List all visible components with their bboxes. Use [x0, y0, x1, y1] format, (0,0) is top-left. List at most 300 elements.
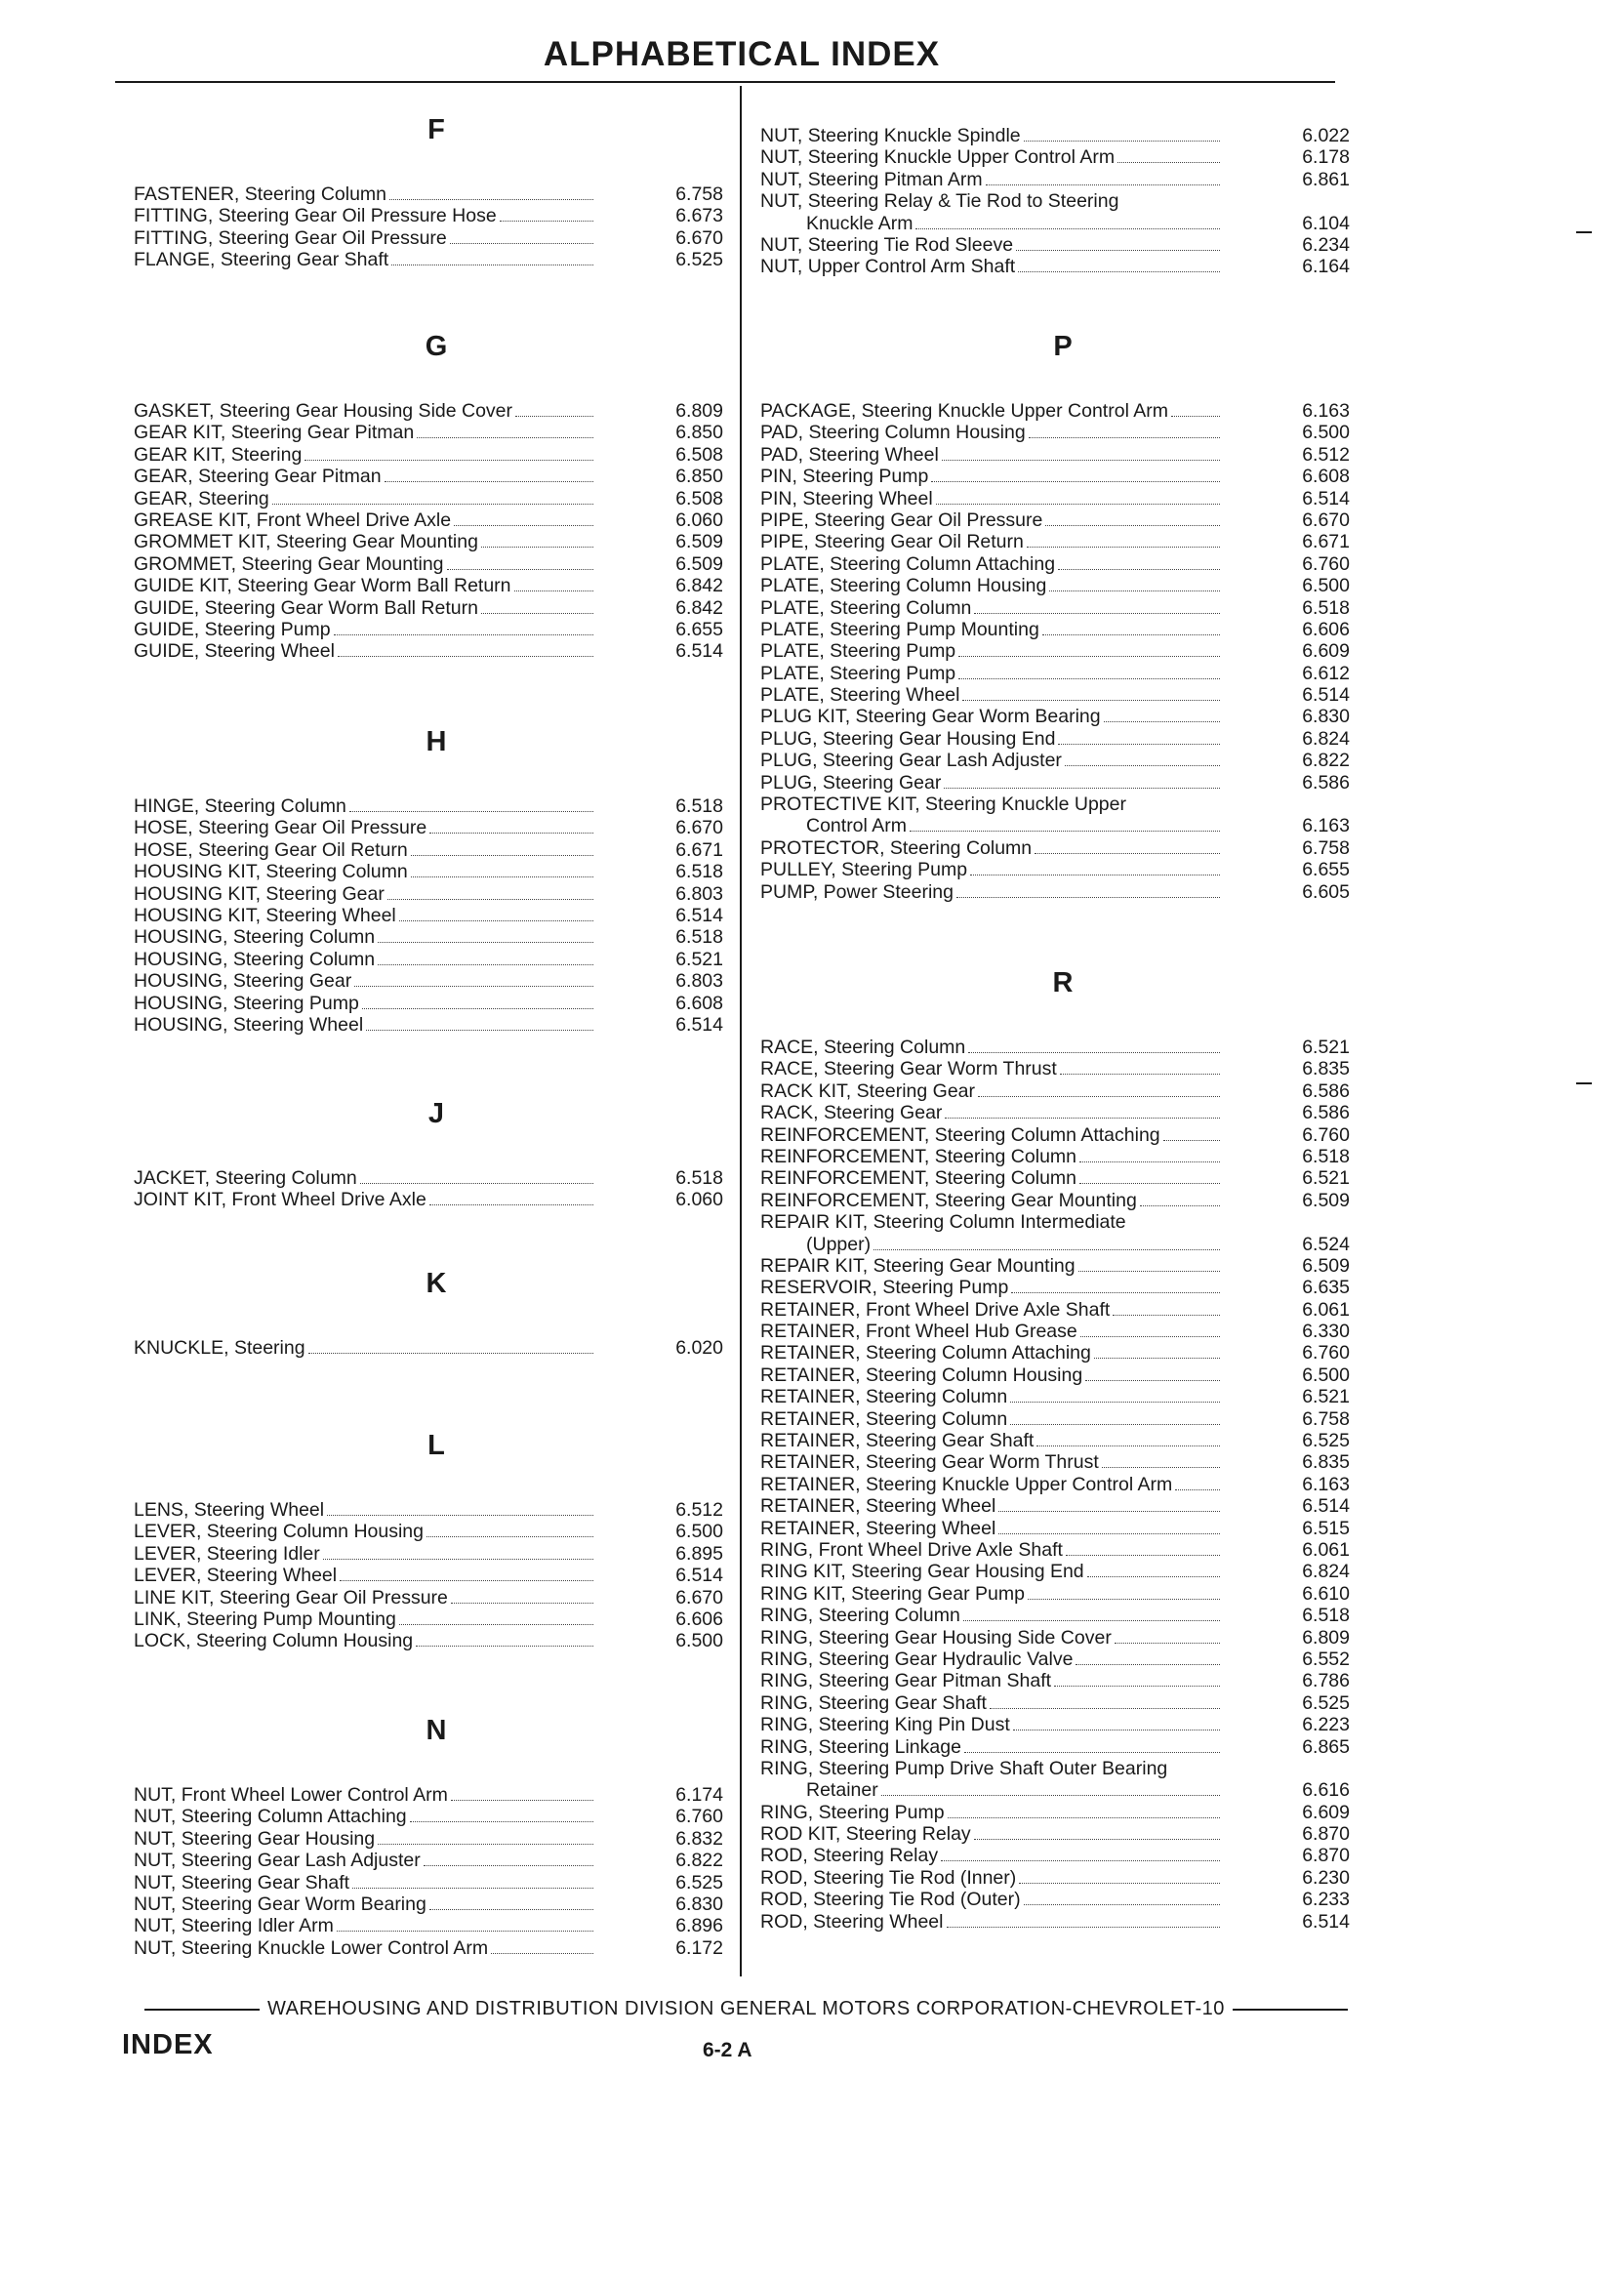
index-entry: [134, 531, 739, 552]
index-entry: [134, 839, 739, 861]
entry-page-ref: 6.330: [1302, 1321, 1350, 1343]
entry-description: [760, 1823, 1225, 1845]
entry-page-ref: 6.610: [1302, 1582, 1350, 1605]
entry-text: FASTENER, Steering Column: [134, 183, 387, 205]
entry-page-ref: 6.500: [1302, 1364, 1350, 1386]
leader-dots: [338, 642, 593, 657]
leader-dots: [385, 468, 593, 482]
entry-description: [760, 815, 1225, 836]
entry-text: NUT, Steering Gear Worm Bearing: [134, 1893, 426, 1915]
entry-page-ref: 6.060: [675, 509, 723, 531]
leader-dots: [1049, 577, 1220, 591]
entry-text: NUT, Steering Knuckle Upper Control Arm: [760, 146, 1116, 169]
leader-dots: [417, 424, 593, 438]
entry-text: PLATE, Steering Column: [760, 596, 972, 619]
leader-dots: [970, 861, 1220, 875]
entry-text: HOUSING KIT, Steering Wheel: [134, 904, 396, 926]
entry-page-ref: 6.163: [1302, 1473, 1350, 1495]
entry-description: [134, 1167, 598, 1189]
entry-text: ROD, Steering Tie Rod (Outer): [760, 1889, 1021, 1911]
leader-dots: [323, 1545, 593, 1560]
entry-page-ref: 6.870: [1302, 1823, 1350, 1846]
entry-description: [134, 1630, 598, 1651]
entry-list: [760, 125, 1365, 278]
entry-page-ref: 6.514: [1302, 487, 1350, 509]
entry-page-ref: 6.760: [675, 1806, 723, 1828]
entry-page-ref: 6.758: [675, 183, 723, 205]
entry-page-ref: 6.809: [675, 400, 723, 422]
entry-description: [760, 509, 1225, 531]
index-entry: [760, 531, 1365, 552]
entry-text: PLATE, Steering Column Attaching: [760, 552, 1056, 575]
index-entry: [134, 400, 739, 422]
leader-dots: [340, 1567, 593, 1581]
entry-page-ref: 6.525: [675, 1871, 723, 1893]
entry-description: [760, 619, 1225, 640]
entry-text: PIN, Steering Wheel: [760, 487, 933, 509]
entry-description: [760, 531, 1225, 552]
entry-description: [134, 817, 598, 838]
entry-page-ref: 6.525: [675, 249, 723, 271]
section-letter: K: [426, 1268, 447, 1299]
entry-text: LEVER, Steering Idler: [134, 1542, 320, 1565]
entry-description: [760, 794, 1225, 815]
index-entry: [760, 1386, 1365, 1407]
entry-text: PLATE, Steering Wheel: [760, 684, 960, 707]
entry-description: [760, 1670, 1225, 1691]
entry-page-ref: 6.842: [675, 596, 723, 619]
entry-text: ROD, Steering Relay: [760, 1845, 939, 1867]
entry-text: RETAINER, Steering Column Housing: [760, 1364, 1083, 1386]
leader-dots: [990, 1694, 1220, 1709]
entry-page-ref: 6.514: [675, 1013, 723, 1036]
section-letter: F: [427, 114, 445, 145]
entry-page-ref: 6.803: [675, 970, 723, 993]
leader-dots: [399, 907, 593, 921]
index-entry: [134, 1630, 739, 1651]
entry-page-ref: 6.512: [675, 1499, 723, 1521]
entry-text: JACKET, Steering Column: [134, 1167, 357, 1189]
leader-dots: [1113, 1301, 1220, 1316]
section-letter: R: [1052, 967, 1074, 998]
leader-dots: [308, 1339, 593, 1354]
leader-dots: [450, 229, 593, 244]
index-entry: [760, 1277, 1365, 1298]
footer-division-text: WAREHOUSING AND DISTRIBUTION DIVISION GENERAL MOTORS CORPORATION-CHEVROLET-10: [267, 1998, 1225, 2019]
leader-dots: [1019, 1869, 1220, 1884]
index-entry: [760, 619, 1365, 640]
entry-text: NUT, Steering Relay & Tie Rod to Steering: [760, 190, 1119, 213]
entry-page-ref: 6.514: [675, 1565, 723, 1587]
index-entry: [134, 1014, 739, 1036]
leader-dots: [1016, 236, 1220, 251]
entry-page-ref: 6.824: [1302, 1561, 1350, 1583]
entry-text: RING, Front Wheel Drive Axle Shaft: [760, 1538, 1063, 1561]
entry-text: RING, Steering Column: [760, 1605, 960, 1627]
index-entry: [760, 1102, 1365, 1123]
entry-page-ref: 6.512: [1302, 443, 1350, 466]
leader-dots: [881, 1781, 1220, 1796]
entry-text: PULLEY, Steering Pump: [760, 859, 968, 881]
leader-dots: [416, 1632, 593, 1647]
entry-description: [760, 234, 1225, 256]
entry-description: [760, 1474, 1225, 1495]
entry-description: [134, 970, 598, 992]
leader-dots: [481, 599, 593, 614]
index-entry: [134, 249, 739, 270]
leader-dots: [1066, 1541, 1220, 1556]
index-entry: [760, 597, 1365, 619]
index-entry: [760, 1037, 1365, 1058]
leader-dots: [349, 797, 593, 812]
index-entry: [760, 728, 1365, 750]
leader-dots: [1163, 1126, 1220, 1141]
index-entry: [760, 750, 1365, 771]
entry-description: [134, 422, 598, 443]
entry-text: RING KIT, Steering Gear Pump: [760, 1582, 1025, 1605]
index-entry: [760, 1758, 1365, 1779]
entry-description: [760, 640, 1225, 662]
entry-text: RING, Steering Gear Shaft: [760, 1691, 987, 1714]
entry-text: RETAINER, Steering Wheel: [760, 1495, 996, 1518]
entry-page-ref: 6.606: [1302, 618, 1350, 640]
entry-page-ref: 6.670: [675, 226, 723, 249]
entry-description: [760, 1211, 1225, 1233]
index-entry: [760, 1430, 1365, 1451]
entry-list: [134, 400, 739, 663]
entry-page-ref: 6.509: [675, 531, 723, 553]
section-letter: P: [1053, 331, 1073, 362]
entry-text: PACKAGE, Steering Knuckle Upper Control Arm: [760, 400, 1168, 422]
index-entry: [134, 817, 739, 838]
entry-page-ref: 6.061: [1302, 1538, 1350, 1561]
entry-text: RETAINER, Steering Gear Shaft: [760, 1430, 1035, 1452]
index-entry: [760, 1605, 1365, 1626]
index-entry: [760, 794, 1365, 815]
leader-dots: [998, 1497, 1220, 1512]
entry-description: [760, 1277, 1225, 1298]
leader-dots: [948, 1804, 1220, 1818]
index-entry: [760, 509, 1365, 531]
entry-text: NUT, Steering Knuckle Spindle: [760, 125, 1021, 146]
leader-dots: [956, 883, 1220, 898]
entry-page-ref: 6.521: [1302, 1037, 1350, 1058]
leader-dots: [410, 1808, 593, 1822]
leader-dots: [873, 1236, 1220, 1250]
entry-list: [134, 1337, 739, 1359]
entry-text: GROMMET, Steering Gear Mounting: [134, 552, 444, 575]
index-entry: [760, 663, 1365, 684]
index-entry: [760, 1234, 1365, 1255]
entry-page-ref: 6.230: [1302, 1866, 1350, 1889]
entry-description: [760, 1408, 1225, 1430]
index-entry: [134, 488, 739, 509]
index-entry: [134, 1806, 739, 1827]
title-rule: [115, 81, 1335, 83]
entry-description: [760, 859, 1225, 880]
entry-description: [760, 1911, 1225, 1933]
page-title: ALPHABETICAL INDEX: [543, 35, 941, 73]
entry-page-ref: 6.552: [1302, 1648, 1350, 1670]
leader-dots: [354, 972, 593, 987]
entry-list: [760, 400, 1365, 903]
entry-description: [760, 256, 1225, 277]
entry-description: [134, 1543, 598, 1565]
entry-text: NUT, Steering Pitman Arm: [760, 168, 983, 190]
entry-text: HOUSING, Steering Column: [134, 948, 376, 970]
index-entry: [760, 1845, 1365, 1866]
entry-page-ref: 6.509: [1302, 1254, 1350, 1277]
leader-dots: [429, 1895, 593, 1910]
leader-dots: [1024, 127, 1220, 142]
entry-page-ref: 6.104: [1302, 212, 1350, 234]
entry-text: HOSE, Steering Gear Oil Pressure: [134, 817, 427, 839]
index-entry: [760, 1649, 1365, 1670]
leader-dots: [1042, 621, 1220, 635]
entry-page-ref: 6.850: [675, 466, 723, 488]
entry-page-ref: 6.233: [1302, 1889, 1350, 1911]
entry-page-ref: 6.635: [1302, 1277, 1350, 1299]
entry-description: [760, 553, 1225, 575]
leader-dots: [1171, 402, 1220, 417]
entry-text: PAD, Steering Column Housing: [760, 422, 1026, 444]
entry-description: [760, 190, 1225, 212]
entry-description: [760, 1692, 1225, 1714]
entry-text: PIN, Steering Pump: [760, 466, 929, 488]
entry-page-ref: 6.060: [675, 1189, 723, 1211]
entry-description: [134, 1337, 598, 1359]
entry-text: RING, Steering Linkage: [760, 1735, 961, 1758]
entry-text: RETAINER, Steering Column: [760, 1386, 1008, 1408]
index-entry: [760, 640, 1365, 662]
entry-description: [134, 1587, 598, 1608]
entry-description: [134, 249, 598, 270]
entry-text: GEAR, Steering: [134, 487, 269, 509]
leader-dots: [327, 1501, 593, 1516]
entry-description: [760, 1430, 1225, 1451]
leader-dots: [337, 1917, 593, 1932]
entry-description: [760, 1124, 1225, 1146]
entry-text: PUMP, Power Steering: [760, 880, 954, 903]
entry-text: PLATE, Steering Pump: [760, 662, 956, 684]
entry-text: PROTECTIVE KIT, Steering Knuckle Upper: [760, 794, 1126, 816]
entry-description: [760, 1779, 1225, 1801]
entry-text: REPAIR KIT, Steering Gear Mounting: [760, 1254, 1076, 1277]
entry-description: [760, 488, 1225, 509]
entry-text: HOUSING KIT, Steering Column: [134, 861, 408, 883]
entry-description: [134, 509, 598, 531]
index-entry: [760, 772, 1365, 794]
entry-text: Retainer: [806, 1779, 878, 1802]
entry-description: [760, 1714, 1225, 1735]
index-entry: [760, 1255, 1365, 1277]
index-entry: [134, 1850, 739, 1871]
entry-text: PLATE, Steering Pump: [760, 640, 956, 663]
entry-description: [760, 1518, 1225, 1539]
entry-text: HOUSING, Steering Wheel: [134, 1013, 364, 1036]
index-entry: [760, 1583, 1365, 1605]
leader-dots: [1079, 1169, 1220, 1184]
entry-page-ref: 6.822: [1302, 750, 1350, 772]
entry-description: [134, 1872, 598, 1893]
entry-list: [134, 1784, 739, 1959]
leader-dots: [986, 171, 1220, 185]
index-entry: [760, 1867, 1365, 1889]
entry-page-ref: 6.655: [675, 618, 723, 640]
leader-dots: [378, 951, 593, 965]
entry-page-ref: 6.500: [675, 1630, 723, 1652]
entry-description: [134, 1806, 598, 1827]
entry-description: [760, 146, 1225, 168]
leader-dots: [514, 577, 593, 591]
entry-page-ref: 6.896: [675, 1915, 723, 1937]
entry-page-ref: 6.500: [1302, 575, 1350, 597]
entry-page-ref: 6.518: [1302, 596, 1350, 619]
index-entry: [760, 169, 1365, 190]
leader-dots: [389, 185, 593, 200]
entry-description: [760, 1845, 1225, 1866]
entry-text: (Upper): [806, 1233, 872, 1255]
entry-description: [760, 1080, 1225, 1102]
entry-page-ref: 6.178: [1302, 146, 1350, 169]
entry-page-ref: 6.760: [1302, 1123, 1350, 1146]
entry-text: RING, Steering Gear Pitman Shaft: [760, 1670, 1052, 1692]
entry-page-ref: 6.509: [675, 552, 723, 575]
entry-description: [760, 1649, 1225, 1670]
leader-dots: [936, 490, 1220, 505]
index-entry: [134, 1499, 739, 1521]
entry-description: [760, 1255, 1225, 1277]
entry-description: [760, 1802, 1225, 1823]
margin-mark: [1576, 231, 1592, 233]
entry-text: GEAR KIT, Steering: [134, 443, 303, 466]
entry-page-ref: 6.586: [1302, 1079, 1350, 1102]
leader-dots: [424, 1852, 593, 1866]
index-entry: [760, 837, 1365, 859]
index-entry: [760, 859, 1365, 880]
entry-page-ref: 6.865: [1302, 1735, 1350, 1758]
index-entry: [760, 1342, 1365, 1364]
entry-description: [134, 400, 598, 422]
entry-description: [134, 619, 598, 640]
leader-dots: [958, 665, 1220, 679]
index-entry: [760, 125, 1365, 146]
leader-dots: [1045, 511, 1220, 526]
entry-text: RACE, Steering Gear Worm Thrust: [760, 1058, 1057, 1080]
column-divider: [740, 86, 742, 1976]
index-entry: [760, 575, 1365, 596]
entry-page-ref: 6.515: [1302, 1517, 1350, 1539]
leader-dots: [1058, 730, 1220, 745]
leader-dots: [447, 555, 593, 570]
entry-page-ref: 6.500: [1302, 422, 1350, 444]
entry-text: HOUSING KIT, Steering Gear: [134, 882, 385, 905]
index-entry: [760, 1495, 1365, 1517]
entry-page-ref: 6.760: [1302, 1342, 1350, 1364]
index-entry: [760, 466, 1365, 487]
entry-description: [134, 949, 598, 970]
leader-dots: [451, 1786, 593, 1801]
entry-description: [760, 169, 1225, 190]
entry-text: HOUSING, Steering Gear: [134, 970, 352, 993]
entry-page-ref: 6.525: [1302, 1430, 1350, 1452]
index-entry: [134, 205, 739, 226]
entry-description: [760, 422, 1225, 443]
entry-text: RING, Steering Pump Drive Shaft Outer Bearing: [760, 1757, 1168, 1779]
entry-text: NUT, Steering Idler Arm: [134, 1915, 334, 1937]
index-entry: [134, 1937, 739, 1959]
index-entry: [760, 256, 1365, 277]
entry-description: [134, 205, 598, 226]
index-entry: [760, 881, 1365, 903]
entry-description: [760, 1386, 1225, 1407]
entry-description: [760, 1889, 1225, 1910]
leader-dots: [491, 1939, 593, 1954]
entry-description: [134, 1893, 598, 1915]
entry-page-ref: 6.518: [1302, 1145, 1350, 1167]
section-letter: L: [427, 1430, 445, 1461]
leader-dots: [362, 995, 593, 1009]
leader-dots: [1018, 258, 1220, 272]
leader-dots: [1175, 1476, 1220, 1490]
entry-page-ref: 6.612: [1302, 662, 1350, 684]
entry-text: NUT, Steering Column Attaching: [134, 1806, 407, 1828]
page-number: 6-2 A: [703, 2039, 752, 2061]
entry-description: [760, 213, 1225, 234]
entry-text: RING KIT, Steering Gear Housing End: [760, 1561, 1084, 1583]
index-entry: [760, 1627, 1365, 1649]
entry-description: [760, 1342, 1225, 1364]
entry-description: [760, 772, 1225, 794]
entry-text: FITTING, Steering Gear Oil Pressure: [134, 226, 447, 249]
index-entry: [760, 1889, 1365, 1910]
index-entry: [134, 1337, 739, 1359]
entry-page-ref: 6.870: [1302, 1845, 1350, 1867]
entry-text: RETAINER, Front Wheel Hub Grease: [760, 1321, 1077, 1343]
leader-dots: [1024, 1891, 1220, 1905]
entry-description: [760, 575, 1225, 596]
entry-text: FLANGE, Steering Gear Shaft: [134, 249, 389, 271]
entry-page-ref: 6.508: [675, 443, 723, 466]
footer-rule-right: [1233, 2009, 1348, 2011]
entry-description: [760, 125, 1225, 146]
index-entry: [134, 949, 739, 970]
entry-description: [134, 1014, 598, 1036]
index-entry: [134, 597, 739, 619]
index-entry: [760, 400, 1365, 422]
entry-page-ref: 6.223: [1302, 1714, 1350, 1736]
entry-page-ref: 6.061: [1302, 1298, 1350, 1321]
entry-list: [134, 795, 739, 1036]
leader-dots: [454, 511, 593, 526]
entry-page-ref: 6.609: [1302, 1801, 1350, 1823]
leader-dots: [1076, 1650, 1220, 1665]
index-entry: [134, 183, 739, 205]
entry-description: [760, 1037, 1225, 1058]
entry-description: [760, 1561, 1225, 1582]
entry-page-ref: 6.608: [1302, 466, 1350, 488]
entry-page-ref: 6.521: [1302, 1386, 1350, 1408]
index-entry: [134, 509, 739, 531]
entry-description: [760, 1605, 1225, 1626]
index-entry: [134, 227, 739, 249]
leader-dots: [1079, 1148, 1220, 1162]
index-entry: [134, 1828, 739, 1850]
entry-description: [134, 1499, 598, 1521]
entry-description: [134, 905, 598, 926]
entry-description: [134, 553, 598, 575]
entry-description: [760, 750, 1225, 771]
